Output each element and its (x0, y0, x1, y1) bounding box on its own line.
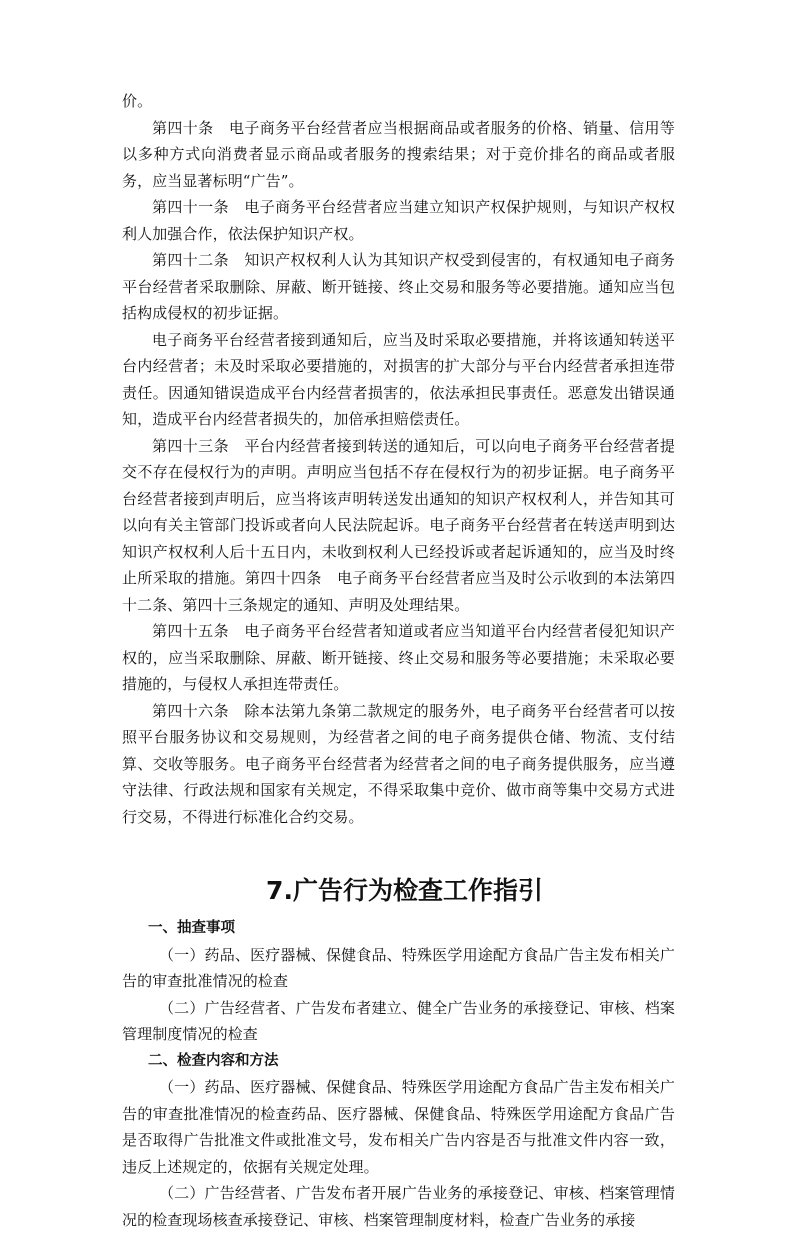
paragraph-article-41: 第四十一条 电子商务平台经营者应当建立知识产权保护规则，与知识产权权利人加强合作，依法保护知识产权。 (122, 198, 675, 243)
heading-content-and-methods: 二、检查内容和方法 (148, 1052, 279, 1069)
inspection-item-1: （一）药品、医疗器械、保健食品、特殊医学用途配方食品广告主发布相关广告的审查批准情况的检查 (122, 945, 675, 990)
section-spacer (122, 830, 675, 873)
paragraph-continuation: 价。 (122, 92, 153, 110)
paragraph-article-43: 第四十三条 平台内经营者接到转送的通知后，可以向电子商务平台经营者提交不存在侵权行为的声明。声明应当包括不存在侵权行为的初步证据。电子商务平台经营者接到声明后，应当将该声明转送发出通知的知识产权权利人，并告知其可以向有关主管部门投诉或者向人民法院起诉。电子商务平台经营者在转送声明到达知识产权权利人后十五日内，未收到权利人已经投诉或者起诉通知的，应当及时终止所采取的措施。第四十四条 电子商务平台经营者应当及时公示收到的本法第四十二条、第四十三条规定的通知、声明及处理结果。 (122, 436, 675, 614)
paragraph-article-42: 第四十二条 知识产权权利人认为其知识产权受到侵害的，有权通知电子商务平台经营者采取删除、屏蔽、断开链接、终止交易和服务等必要措施。通知应当包括构成侵权的初步证据。 (122, 251, 675, 322)
paragraph-article-45: 第四十五条 电子商务平台经营者知道或者应当知道平台内经营者侵犯知识产权的，应当采取删除、屏蔽、断开链接、终止交易和服务等必要措施；未采取必要措施的，与侵权人承担连带责任。 (122, 622, 675, 693)
method-item-1: （一）药品、医疗器械、保健食品、特殊医学用途配方食品广告主发布相关广告的审查批准情况的检查药品、医疗器械、保健食品、特殊医学用途配方食品广告是否取得广告批准文件或批准文号，发布相关广告内容是否与批准文件内容一致，违反上述规定的，依据有关规定处理。 (122, 1078, 675, 1176)
method-item-2: （二）广告经营者、广告发布者开展广告业务的承接登记、审核、档案管理情况的检查现场核查承接登记、审核、档案管理制度材料，检查广告业务的承接 (122, 1184, 675, 1229)
document-page (122, 88, 675, 1233)
paragraph-article-46: 第四十六条 除本法第九条第二款规定的服务外，电子商务平台经营者可以按照平台服务协议和交易规则，为经营者之间的电子商务提供仓储、物流、支付结算、交收等服务。电子商务平台经营者为经营者之间的电子商务提供服务，应当遵守法律、行政法规和国家有关规定，不得采取集中竞价、做市商等集中交易方式进行交易，不得进行标准化合约交易。 (122, 701, 675, 826)
paragraph-article-40: 第四十条 电子商务平台经营者应当根据商品或者服务的价格、销量、信用等以多种方式向消费者显示商品或者服务的搜索结果；对于竞价排名的商品或者服务，应当显著标明“广告”。 (122, 118, 675, 190)
heading-inspection-items: 一、抽查事项 (148, 920, 235, 936)
section-title: 7.广告行为检查工作指引 (266, 876, 543, 905)
inspection-item-2: （二）广告经营者、广告发布者建立、健全广告业务的承接登记、审核、档案管理制度情况的检查 (122, 998, 675, 1043)
paragraph-article-42-continued: 电子商务平台经营者接到通知后，应当及时采取必要措施，并将该通知转送平台内经营者；未及时采取必要措施的，对损害的扩大部分与平台内经营者承担连带责任。因通知错误造成平台内经营者损害的，依法承担民事责任。恶意发出错误通知，造成平台内经营者损失的，加倍承担赔偿责任。 (122, 330, 675, 428)
